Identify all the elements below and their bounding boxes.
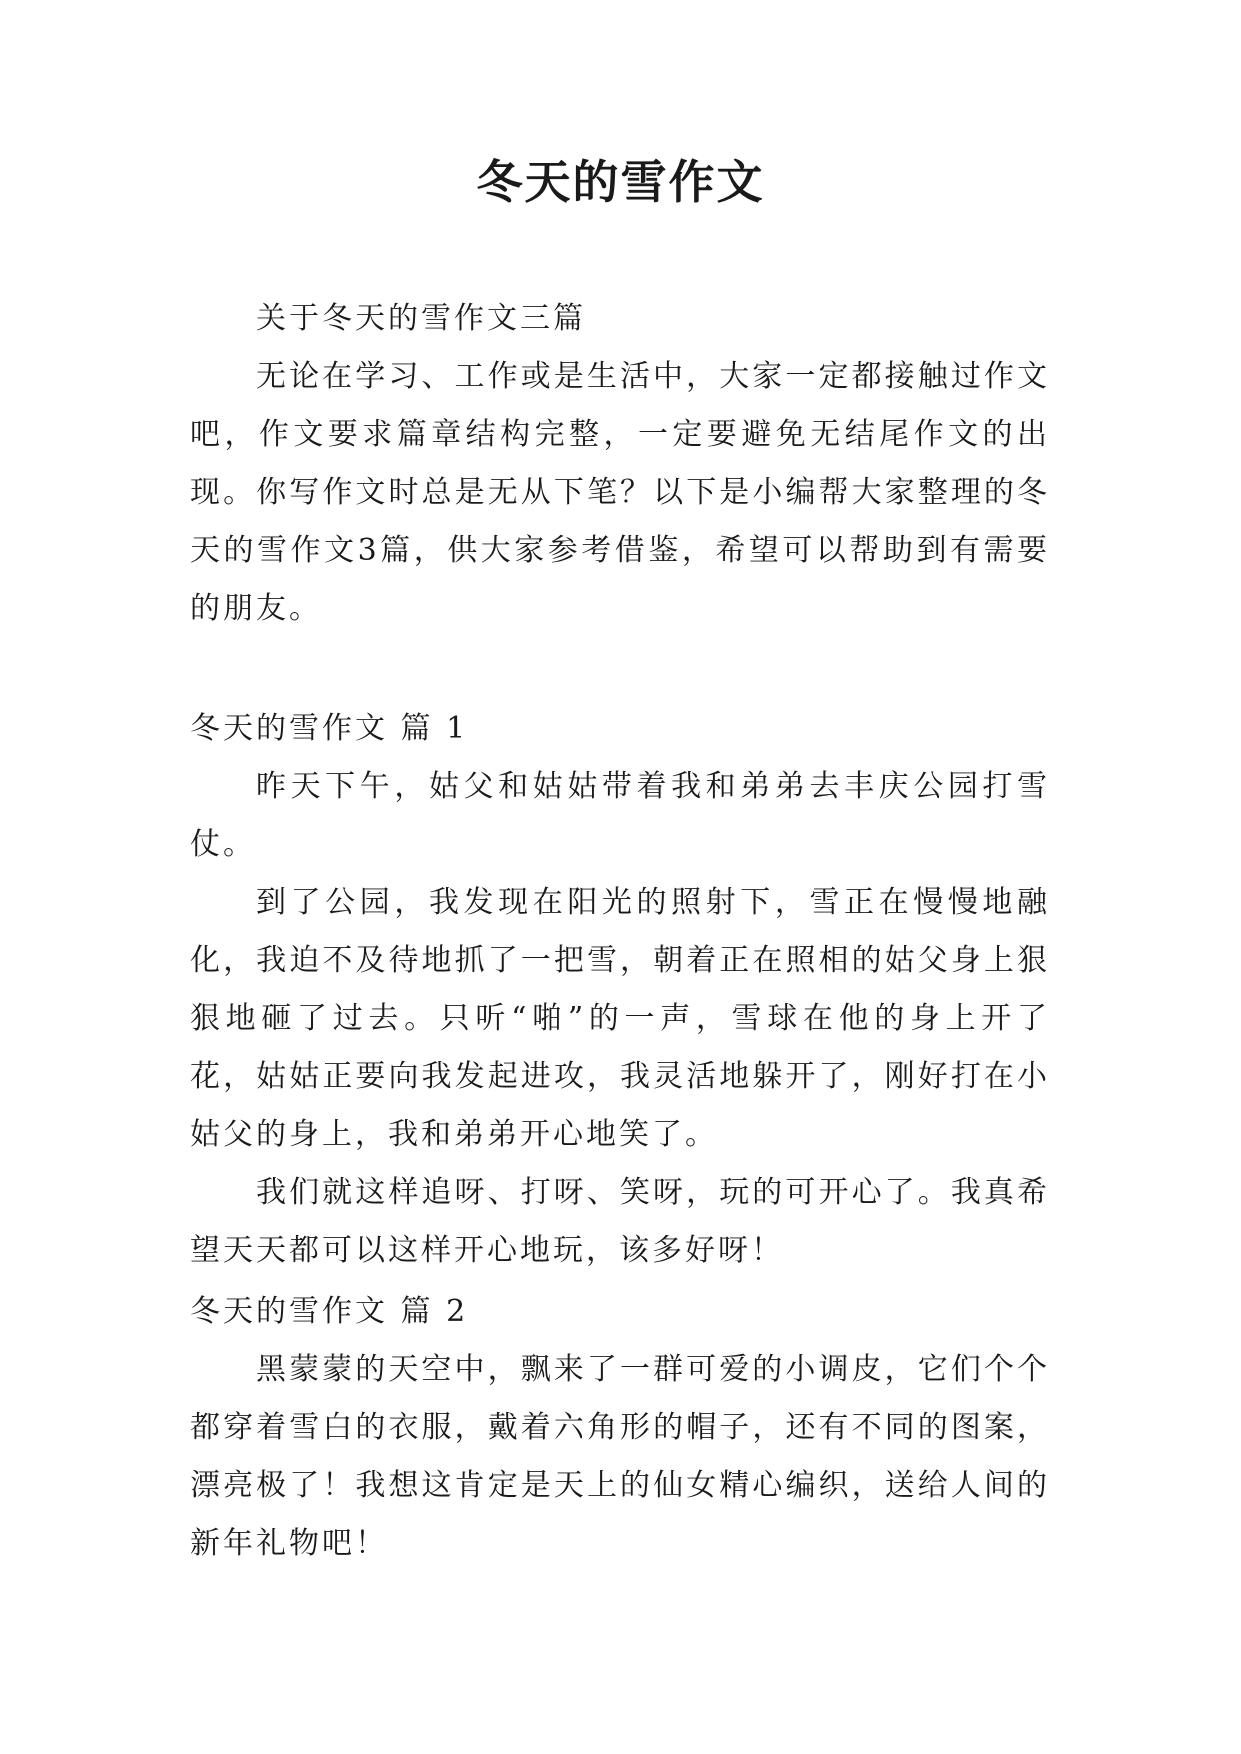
- section-heading: 冬天的雪作文 篇 1: [190, 711, 469, 746]
- essay-section-2: [190, 1283, 1050, 1573]
- document-subtitle: 关于冬天的雪作文三篇: [256, 301, 586, 336]
- section-paragraph: 我们就这样追呀、打呀、笑呀，玩的可开心了。我真希望天天都可以这样开心地玩，该多好呀！: [190, 1175, 1050, 1268]
- intro-block: [190, 348, 1050, 638]
- section-paragraph: 昨天下午，姑父和姑姑带着我和弟弟去丰庆公园打雪仗。: [190, 769, 1050, 862]
- essay-section-1: [190, 700, 1050, 1280]
- section-paragraph: 黑蒙蒙的天空中，飘来了一群可爱的小调皮，它们个个都穿着雪白的衣服，戴着六角形的帽子，还有不同的图案，漂亮极了！我想这肯定是天上的仙女精心编织，送给人间的新年礼物吧！: [190, 1352, 1050, 1561]
- section-heading: 冬天的雪作文 篇 2: [190, 1294, 469, 1329]
- subtitle-block: [190, 290, 1050, 348]
- document-title: 冬天的雪作文: [476, 155, 765, 209]
- intro-paragraph: 无论在学习、工作或是生活中，大家一定都接触过作文吧，作文要求篇章结构完整，一定要避免无结尾作文的出现。你写作文时总是无从下笔？以下是小编帮大家整理的冬天的雪作文3篇，供大家参考借鉴，希望可以帮助到有需要的朋友。: [190, 359, 1050, 626]
- section-paragraph: 到了公园，我发现在阳光的照射下，雪正在慢慢地融化，我迫不及待地抓了一把雪，朝着正在照相的姑父身上狠狠地砸了过去。只听“啪”的一声，雪球在他的身上开了花，姑姑正要向我发起进攻，我灵活地躲开了，刚好打在小姑父的身上，我和弟弟开心地笑了。: [190, 885, 1050, 1152]
